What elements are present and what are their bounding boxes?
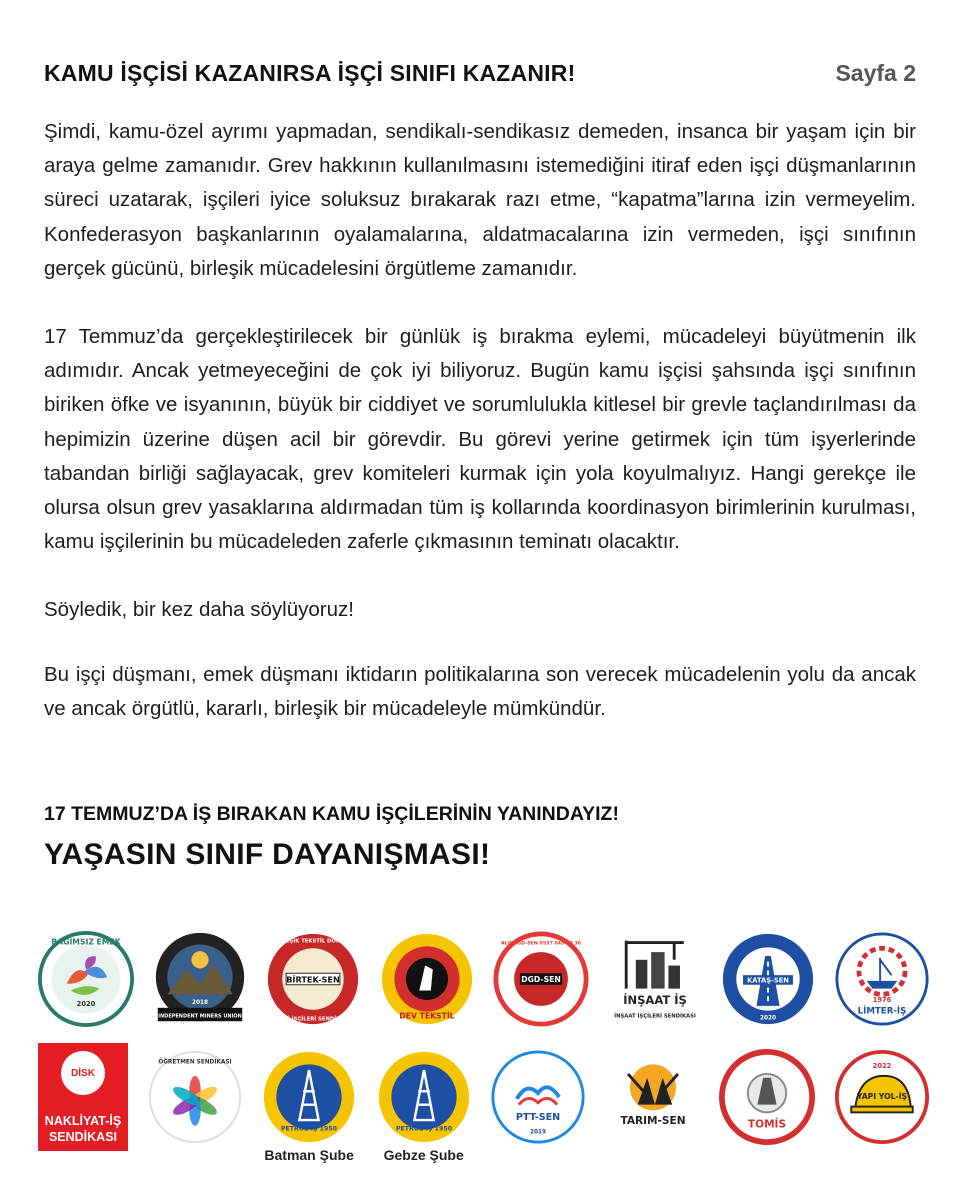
insaat-is-name: İNŞAAT İŞ — [622, 992, 687, 1007]
katas-sen-emblem — [720, 931, 816, 1027]
slogan-solidarity: 17 TEMMUZ’DA İŞ BIRAKAN KAMU İŞÇİLERİNİN YANINDAYIZ! — [44, 803, 619, 825]
maden-is-sub: INDEPENDENT MINERS UNION — [157, 1013, 242, 1020]
disk-gear-icon: DİSK — [61, 1051, 105, 1095]
logo-dgd-sen — [493, 931, 589, 1027]
logo-row-1 — [38, 925, 930, 1033]
logo-petrol-is-batman — [261, 1049, 357, 1163]
tomis-name: TOMİS — [748, 1118, 787, 1131]
ogretmen-sendikasi-emblem — [147, 1049, 243, 1145]
gebze-branch-caption: Gebze Şube — [383, 1147, 464, 1163]
tarim-sen-name: TARIM-SEN — [620, 1114, 686, 1127]
yapi-yol-is-emblem — [834, 1049, 930, 1145]
petrol-is-batman-emblem — [261, 1049, 357, 1145]
union-logos — [38, 925, 930, 1161]
logo-ogretmen-sendikasi — [147, 1049, 243, 1145]
logo-limter-is — [834, 931, 930, 1027]
bagimsiz-emek-year: 2020 — [76, 999, 96, 1008]
page-number: Sayfa 2 — [835, 60, 916, 86]
ptt-sen-emblem — [490, 1049, 586, 1145]
limter-is-name: LİMTER-İŞ — [857, 1006, 907, 1017]
petrol-is-batman-name: PETROL-İŞ 1950 — [281, 1125, 338, 1133]
logo-dev-tekstil — [379, 931, 475, 1027]
ogretmen-sendikasi-name: ÖĞRETMEN SENDİKASI — [157, 1059, 232, 1066]
logo-tomis — [719, 1049, 815, 1145]
logo-bagimsiz-emek — [38, 931, 134, 1027]
logo-katas-sen — [720, 931, 816, 1027]
dev-tekstil-name: DEV TEKSTİL — [399, 1011, 455, 1021]
petrol-is-gebze-name: PETROL-İŞ 1950 — [395, 1125, 452, 1133]
birtek-sen-sub: DERİ İŞÇİLERİ SENDİKASI — [276, 1016, 351, 1023]
logo-row-2 — [38, 1043, 930, 1163]
logo-petrol-is-gebze — [376, 1049, 472, 1163]
logo-insaat-is — [607, 931, 703, 1027]
birtek-sen-ring: BİRLEŞİK TEKSTİL DOKUMA — [272, 938, 354, 945]
dgd-sen-name: DGD-SEN — [521, 974, 561, 984]
page-header — [44, 60, 916, 96]
paragraph-3: Söyledik, bir kez daha söylüyoruz! — [44, 598, 354, 622]
logo-tarim-sen — [605, 1049, 701, 1145]
logo-yapi-yol-is — [834, 1049, 930, 1145]
page-title: KAMU İŞÇİSİ KAZANIRSA İŞÇİ SINIFI KAZANIR! — [44, 60, 576, 86]
nakliyat-is-label: NAKLİYAT-İŞ SENDİKASI — [44, 1114, 122, 1144]
paragraph-4: Bu işçi düşmanı, emek düşmanı iktidarın politikalarına son verecek mücadelenin yolu da ancak ve ancak örgütlü, kararlı, birleşik bir mücadeleyle mümkündür. — [44, 662, 916, 720]
logo-nakliyat-is — [38, 1043, 128, 1151]
maden-is-year: 2018 — [191, 999, 208, 1006]
katas-sen-year: 2020 — [760, 1015, 777, 1022]
logo-ptt-sen — [490, 1049, 586, 1145]
dgd-sen-ring: ALO DGD-SEN 0537 045 50 36 — [500, 941, 581, 947]
bagimsiz-emek-emblem — [38, 931, 134, 1027]
insaat-is-emblem — [607, 931, 703, 1027]
bagimsiz-emek-name: BAĞIMSIZ EMEK — [51, 937, 121, 947]
dgd-sen-emblem — [493, 931, 589, 1027]
katas-sen-name: KATAŞ-SEN — [747, 976, 790, 985]
batman-branch-caption: Batman Şube — [264, 1147, 354, 1163]
logo-birtek-sen — [265, 931, 361, 1027]
paragraph-2: 17 Temmuz’da gerçekleştirilecek bir günlük iş bırakma eylemi, mücadeleyi büyütmenin ilk adımıdır. Ancak yetmeyeceğini de çok iyi biliyoruz. Bugün kamu işçisi şahsında işçi sınıfının biriken öfke ve isyanının, büyük bir ciddiyet ve sorumlulukla kitlesel bir grevle taçlandırılması da hepimizin üzerine düşen acil bir görevdir. Bu görevi yerine getirmek için tüm işyerlerinde tabandan birliği sağlayacak, grev komiteleri kurmak için yola koyulmalıyız. Hangi gerekçe ile olursa olsun grev yasaklarına aldırmadan tüm iş kollarında koordinasyon birimlerinin kurulması, kamu işçilerinin bu mücadeleden zaferle çıkmasının teminatı olacaktır. — [44, 325, 916, 554]
tomis-emblem — [719, 1049, 815, 1145]
yapi-yol-is-name: YAPI YOL-İŞ — [856, 1091, 908, 1101]
birtek-sen-name: BİRTEK-SEN — [286, 974, 341, 985]
tarim-sen-emblem — [605, 1049, 701, 1145]
petrol-is-gebze-emblem — [376, 1049, 472, 1145]
birtek-sen-emblem — [265, 931, 361, 1027]
slogan-long-live: YAŞASIN SINIF DAYANIŞMASI! — [44, 838, 491, 871]
limter-is-year: 1976 — [872, 996, 892, 1005]
limter-is-emblem — [834, 931, 930, 1027]
ptt-sen-year: 2019 — [530, 1129, 547, 1136]
yapi-yol-is-year: 2022 — [872, 1062, 892, 1071]
article-body — [44, 115, 916, 760]
paragraph-1: Şimdi, kamu-özel ayrımı yapmadan, sendikalı-sendikasız demeden, insanca bir yaşam için bir araya gelme zamanıdır. Grev hakkının kullanılmasını istemediğini itiraf eden işçi düşmanlarının süreci uzatarak, işçileri iyice soluksuz bırakarak razı etme, “kapatma”larına izin vermeyelim. Konfederasyon başkanlarının oyalamalarına, aldatmacalarına izin vermeden, işçi sınıfının gerçek gücünü, birleşik mücadelesini örgütleme zamanıdır. — [44, 120, 916, 280]
insaat-is-sub: İNŞAAT İŞÇİLERİ SENDİKASI — [613, 1013, 696, 1020]
ptt-sen-name: PTT-SEN — [516, 1112, 561, 1124]
logo-bagimsiz-maden-is — [152, 931, 248, 1027]
maden-is-emblem — [152, 931, 248, 1027]
dev-tekstil-emblem — [379, 931, 475, 1027]
